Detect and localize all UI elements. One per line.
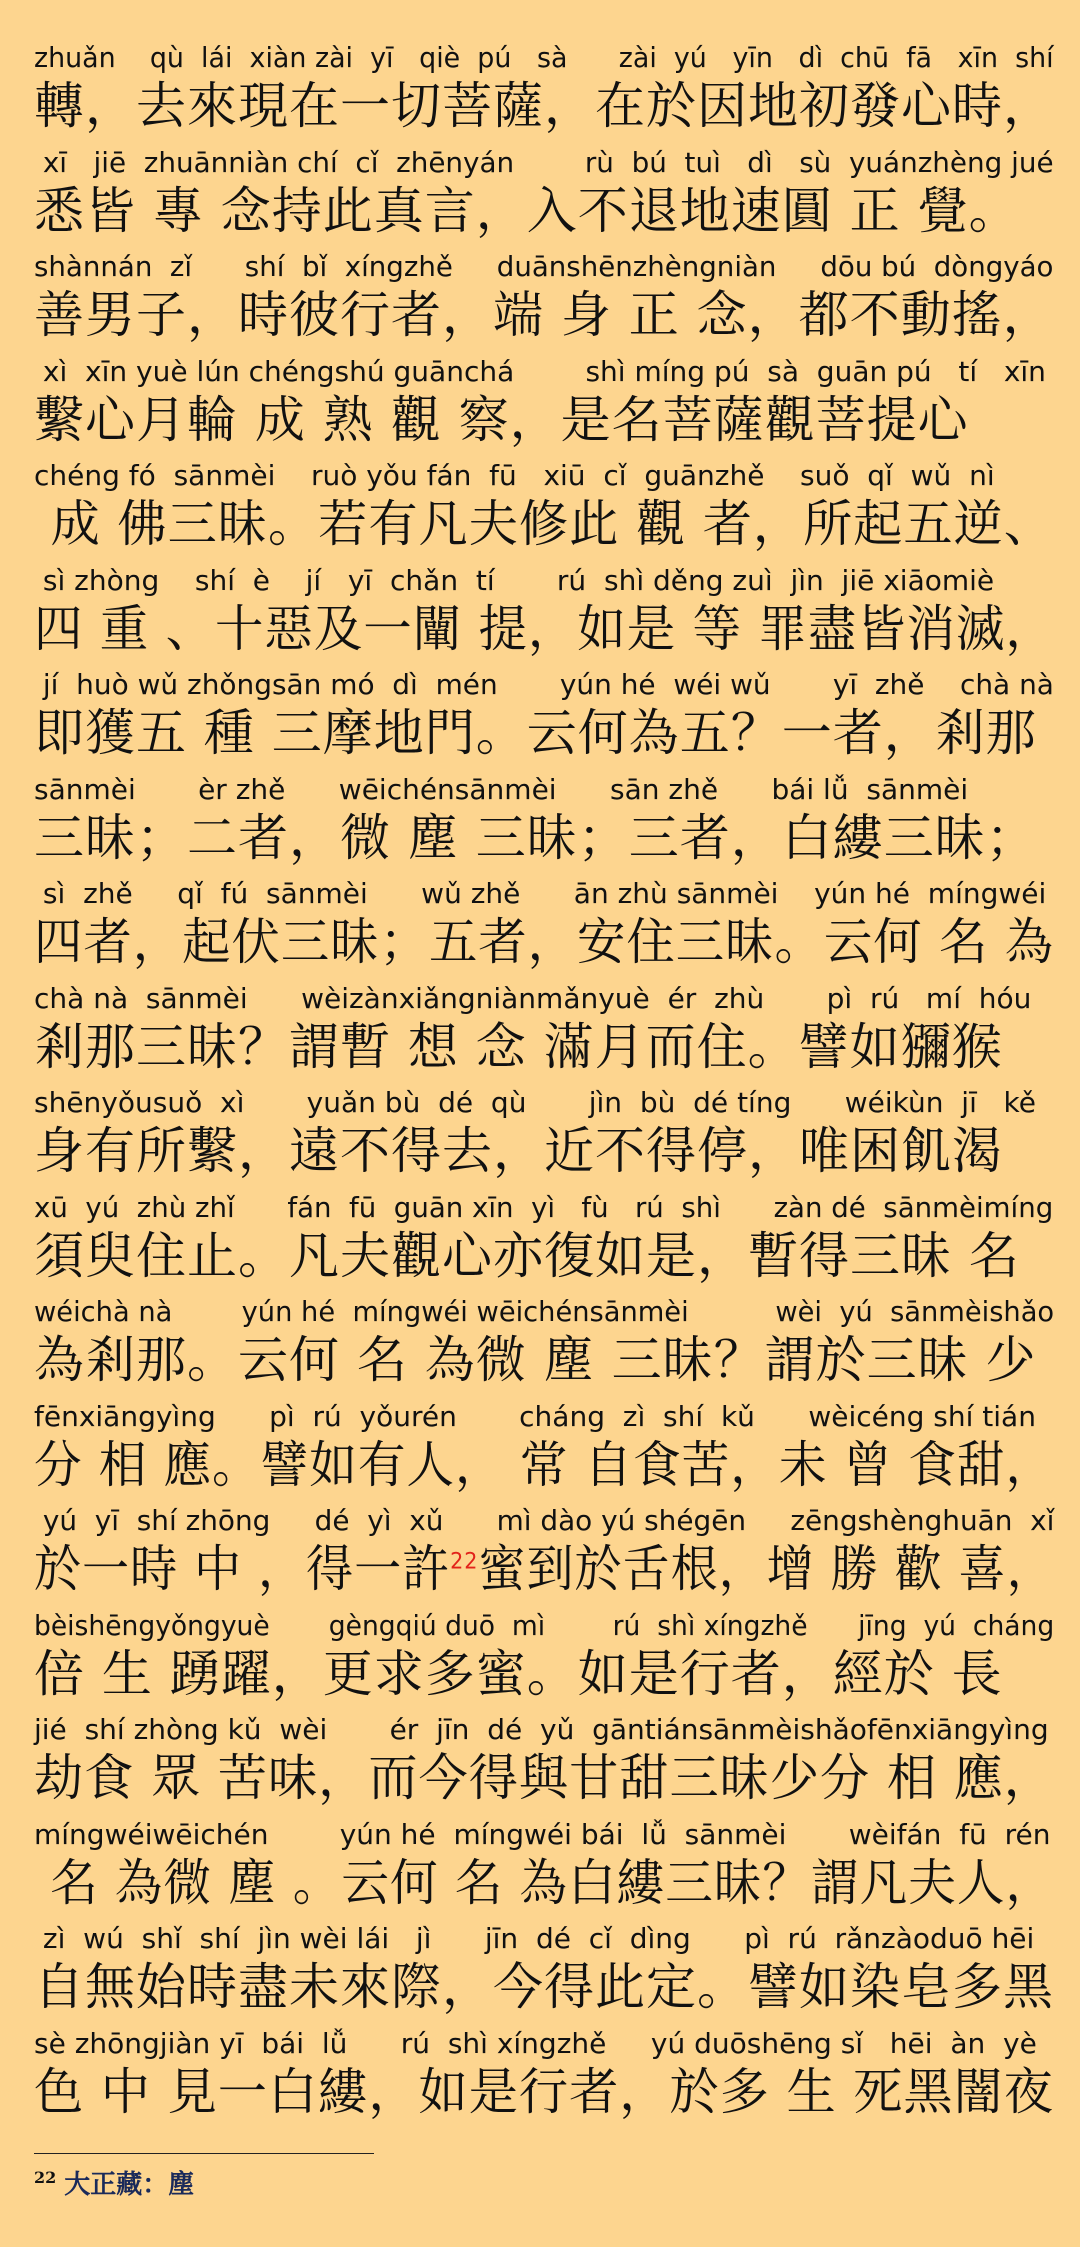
hanzi-text: 悉皆 專 念持此真言，入不退地速圓 正 覺。 — [34, 181, 1020, 240]
verse-line — [34, 247, 1064, 351]
pinyin-line: chà nà sānmèi wèizànxiǎngniànmǎnyuè ér zhù pì rú mí hóu — [34, 981, 1032, 1015]
hanzi-line — [34, 1640, 1003, 1708]
hanzi-line — [34, 1117, 1003, 1185]
hanzi-text: 身有所繫，遠不得去，近不得停，唯困飢渴 — [34, 1122, 1003, 1180]
pinyin-line: shēnyǒusuǒ xì yuǎn bù dé qù jìn bù dé tíng wéikùn jī kě — [34, 1086, 1036, 1119]
verse-line — [34, 143, 1064, 247]
hanzi-text: 剎那三昧？謂暫 想 念 滿月而住。譬如獼猴 — [34, 1017, 1003, 1076]
hanzi-text: 名 為微 塵 。云何 名 為白縷三昧？謂凡夫人， — [34, 1853, 1055, 1912]
hanzi-line — [34, 1744, 1054, 1812]
pinyin-line: bèishēngyǒngyuè gèngqiú duō mì rú shì xíngzhě jīng yú cháng — [34, 1608, 1055, 1642]
verse-line — [34, 1606, 1064, 1710]
pinyin-line: fēnxiāngyìng pì rú yǒurén cháng zì shí kǔ wèicéng shí tián — [34, 1399, 1036, 1433]
hanzi-line — [34, 2058, 1054, 2126]
hanzi-line — [34, 699, 1037, 767]
hanzi-line — [34, 1953, 1054, 2021]
hanzi-line — [34, 72, 1054, 140]
hanzi-line — [34, 1431, 1054, 1499]
pinyin-line: jí huò wǔ zhǒngsān mó dì mén yún hé wéi wǔ yī zhě chà nà — [34, 668, 1054, 701]
pinyin-line: zì wú shǐ shí jìn wèi lái jì jīn dé cǐ dìng pì rú rǎnzàoduō hēi — [34, 1922, 1035, 1955]
verse-line — [34, 561, 1064, 665]
hanzi-text: 為剎那。云何 名 為微 塵 三昧？謂於三昧 少 — [34, 1331, 1037, 1389]
pinyin-line: sè zhōngjiàn yī bái lǚ rú shì xíngzhě yú duōshēng sǐ hēi àn yè — [34, 2026, 1037, 2060]
pinyin-line: chéng fó sānmèi ruò yǒu fán fū xiū cǐ guānzhě suǒ qǐ wǔ nì — [34, 459, 995, 492]
verse-line — [34, 1083, 1064, 1187]
hanzi-text: 分 相 應。譬如有人， 常 自食苦，未 曾 食甜， — [34, 1435, 1055, 1494]
hanzi-line — [34, 595, 1055, 663]
hanzi-line — [34, 386, 969, 454]
hanzi-text: 於一時 中 ，得一許 — [34, 1540, 451, 1598]
hanzi-text: 即獲五 種 三摩地門。云何為五？一者，剎那 — [34, 704, 1037, 762]
verse-line — [34, 1188, 1064, 1292]
verse-line — [34, 1710, 1064, 1814]
verse-line — [34, 1919, 1064, 2023]
verse-line — [34, 456, 1064, 560]
hanzi-text: 倍 生 踴躍，更求多蜜。如是行者，經於 長 — [34, 1644, 1003, 1703]
verse-line — [34, 2024, 1064, 2128]
verse-line — [34, 1501, 1064, 1605]
pinyin-line: xū yú zhù zhǐ fán fū guān xīn yì fù rú shì zàn dé sānmèimíng — [34, 1190, 1054, 1224]
hanzi-text: 四 重 、十惡及一闡 提，如是 等 罪盡皆消滅， — [34, 599, 1055, 658]
footnote-number: 22 — [34, 2168, 57, 2188]
hanzi-text: 劫食 眾 苦味，而今得與甘甜三昧少分 相 應， — [34, 1749, 1054, 1807]
footnote-divider — [34, 2153, 374, 2154]
pinyin-line: sānmèi èr zhě wēichénsānmèi sān zhě bái lǚ sānmèi — [34, 772, 969, 806]
footnote — [34, 2164, 194, 2201]
footnote-marker: 22 — [450, 1549, 479, 1575]
hanzi-text: 善男子，時彼行者，端 身 正 念，都不動搖， — [34, 286, 1054, 344]
verse-line — [34, 1397, 1064, 1501]
verse-line — [34, 770, 1064, 874]
footnote-text: 大正藏：塵 — [64, 2170, 195, 2200]
hanzi-text-continued: 蜜到於舌根，增 勝 歡 喜， — [478, 1540, 1055, 1598]
pinyin-line: jié shí zhòng kǔ wèi ér jīn dé yǔ gāntiánsānmèishǎofēnxiāngyìng — [34, 1713, 1049, 1746]
hanzi-line — [34, 490, 1054, 558]
hanzi-text: 繫心月輪 成 熟 觀 察，是名菩薩觀菩提心 — [34, 390, 969, 449]
hanzi-line — [34, 1326, 1036, 1394]
hanzi-line — [34, 1222, 1020, 1290]
pinyin-line: shànnán zǐ shí bǐ xíngzhě duānshēnzhèngniàn dōu bú dòngyáo — [34, 250, 1054, 283]
pinyin-line: míngwéiwēichén yún hé míngwéi bái lǚ sānmèi wèifán fū rén — [34, 1817, 1051, 1851]
hanzi-line — [34, 177, 1020, 245]
pinyin-line: sì zhòng shí è jí yī chǎn tí rú shì děng zuì jìn jiē xiāomiè — [34, 563, 995, 597]
hanzi-text: 三昧；二者，微 塵 三昧；三者，白縷三昧； — [34, 808, 1037, 867]
verse-line — [34, 665, 1064, 769]
pinyin-line: xì xīn yuè lún chéngshú guānchá shì míng pú sà guān pú tí xīn — [34, 354, 1046, 388]
hanzi-line — [34, 1849, 1054, 1917]
hanzi-line — [34, 908, 1054, 976]
hanzi-text: 自無始時盡未來際，今得此定。譬如染皂多黑 — [34, 1958, 1054, 2016]
pinyin-line: sì zhě qǐ fú sānmèi wǔ zhě ān zhù sānmèi yún hé míngwéi — [34, 877, 1047, 910]
pinyin-line: xī jiē zhuānniàn chí cǐ zhēnyán rù bú tuì dì sù yuánzhèng jué — [34, 145, 1054, 179]
verse-line — [34, 1815, 1064, 1919]
hanzi-line — [34, 804, 1037, 872]
verse-line — [34, 979, 1064, 1083]
verse-line — [34, 352, 1064, 456]
verse-line — [34, 38, 1064, 142]
hanzi-text: 轉，去來現在一切菩薩，在於因地初發心時， — [34, 77, 1054, 135]
verse-line — [34, 874, 1064, 978]
hanzi-line — [34, 1013, 1003, 1081]
pinyin-line: yú yī shí zhōng dé yì xǔ mì dào yú shégēn zēngshènghuān xǐ — [34, 1504, 1055, 1537]
hanzi-text: 四者，起伏三昧；五者，安住三昧。云何 名 為 — [34, 913, 1055, 971]
pinyin-line: zhuǎn qù lái xiàn zài yī qiè pú sà zài yú yīn dì chū fā xīn shí — [34, 41, 1054, 74]
hanzi-line — [34, 1535, 1055, 1603]
hanzi-text: 成 佛三昧。若有凡夫修此 觀 者，所起五逆、 — [34, 495, 1054, 553]
hanzi-line — [34, 281, 1054, 349]
verse-line — [34, 1292, 1064, 1396]
hanzi-text: 色 中 見一白縷，如是行者，於多 生 死黑闇夜 — [34, 2062, 1054, 2121]
hanzi-text: 須臾住止。凡夫觀心亦復如是，暫得三昧 名 — [34, 1226, 1020, 1285]
pinyin-line: wéichà nà yún hé míngwéi wēichénsānmèi wèi yú sānmèishǎo — [34, 1295, 1055, 1328]
